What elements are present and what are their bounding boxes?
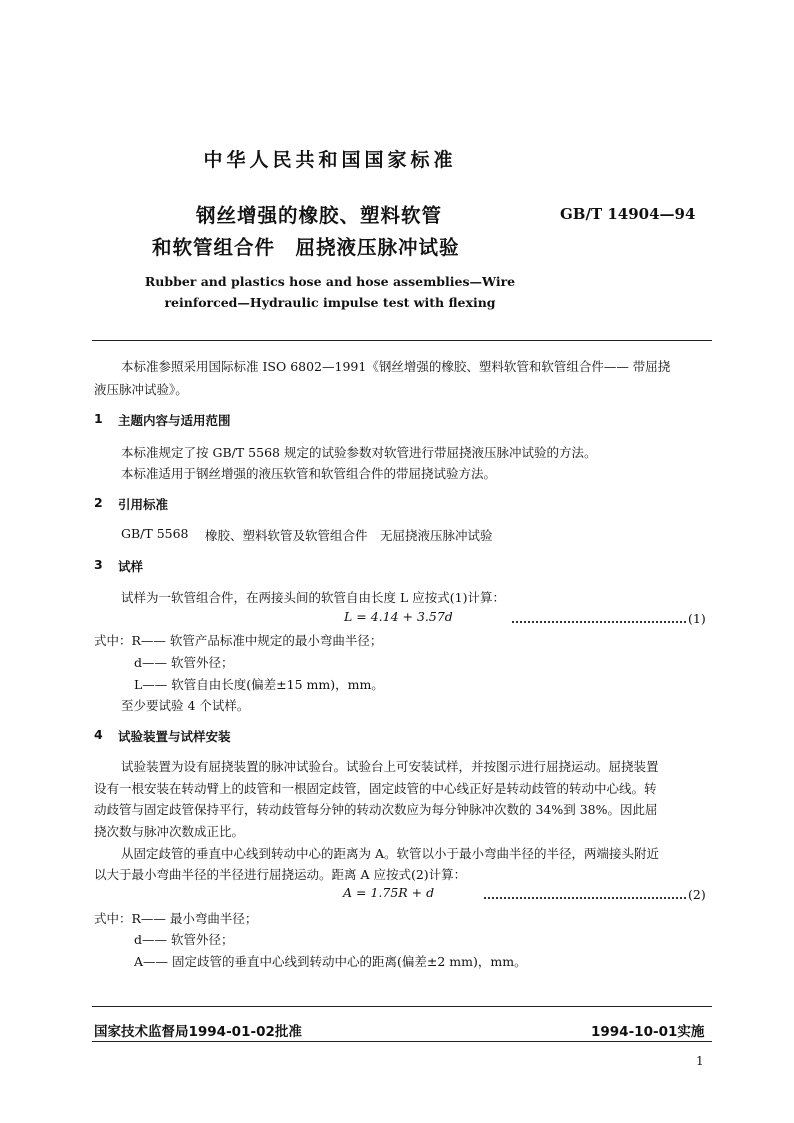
- formula-2-number: (2): [688, 887, 706, 902]
- section-4-number: 4: [94, 727, 103, 742]
- ref-standard-title: 橡胶、塑料软管及软管组合件 无屈挠液压脉冲试验: [205, 528, 493, 543]
- intro-line1: 本标准参照采用国际标准 ISO 6802—1991《钢丝增强的橡胶、塑料软管和软管组合件—— 带屈挠: [121, 359, 671, 374]
- section-4-title: 试验装置与试样安装: [118, 729, 231, 744]
- formula-2: A = 1.75R + d: [343, 885, 435, 900]
- section-1-para2: 本标准适用于钢丝增强的液压软管和软管组合件的带屈挠试验方法。: [121, 466, 497, 481]
- section-4-para1-line2: 设有一根安装在转动臂上的歧管和一根固定歧管，固定歧管的中心线正好是转动歧管的转动中心线。转: [94, 781, 657, 796]
- section-2-number: 2: [94, 495, 103, 510]
- section-3-number: 3: [94, 557, 103, 572]
- section-3-title: 试样: [118, 559, 144, 574]
- title-cn-line2: 和软管组合件 屈挠液压脉冲试验: [152, 236, 460, 259]
- section-1-para1: 本标准规定了按 GB/T 5568 规定的试验参数对软管进行带屈挠液压脉冲试验的方法。: [121, 445, 597, 460]
- footer-bottom-rule: [92, 1041, 712, 1042]
- title-en-line2: reinforced—Hydraulic impulse test with flexing: [164, 295, 496, 310]
- page-number: 1: [696, 1054, 704, 1068]
- where-L: L—— 软管自由长度(偏差±15 mm)，mm。: [134, 677, 384, 692]
- intro-line2: 液压脉冲试验》。: [94, 382, 188, 397]
- section-2-title: 引用标准: [118, 497, 169, 512]
- formula-1: L = 4.14 + 3.57d: [344, 609, 453, 624]
- effective-date-line: 1994-10-01实施: [591, 1024, 705, 1040]
- header-divider: [92, 340, 712, 341]
- where-R-2: 式中：R—— 最小弯曲半径；: [94, 911, 258, 926]
- footer-divider: [92, 1006, 712, 1007]
- section-4-para1-line1: 试验装置为设有屈挠装置的脉冲试验台。试验台上可安装试样，并按图示进行屈挠运动。屈挠装置: [121, 759, 659, 774]
- section-1-number: 1: [94, 411, 103, 426]
- formula-2-leader: [484, 897, 686, 899]
- approval-line: 国家技术监督局1994-01-02批准: [94, 1024, 302, 1040]
- section-4-para2-line1: 从固定歧管的垂直中心线到转动中心的距离为 A。软管以小于最小弯曲半径的半径，两端接头附近: [121, 846, 660, 861]
- section-4-para1-line4: 挠次数与脉冲次数成正比。: [94, 824, 245, 839]
- section-1-title: 主题内容与适用范围: [118, 413, 231, 428]
- section-3-para2: 至少要试验 4 个试样。: [121, 698, 250, 713]
- where-d: d—— 软管外径；: [134, 655, 234, 670]
- where-d-2: d—— 软管外径；: [134, 932, 234, 947]
- section-4-para2-line2: 以大于最小弯曲半径的半径进行屈挠运动。距离 A 应按式(2)计算：: [94, 867, 467, 882]
- where-R: 式中：R—— 软管产品标准中规定的最小弯曲半径；: [94, 633, 383, 648]
- section-4-para1-line3: 动歧管与固定歧管保持平行，转动歧管每分钟的转动次数应为每分钟脉冲次数的 34%到 38%。因此屈: [94, 802, 658, 817]
- formula-1-number: (1): [688, 611, 706, 626]
- where-A: A—— 固定歧管的垂直中心线到转动中心的距离(偏差±2 mm)，mm。: [134, 954, 527, 969]
- ref-standard-code: GB/T 5568: [121, 526, 189, 541]
- formula-1-leader: [512, 621, 686, 623]
- title-cn-line1: 钢丝增强的橡胶、塑料软管: [196, 204, 443, 227]
- title-en-line1: Rubber and plastics hose and hose assemblies—Wire: [144, 274, 516, 289]
- national-standard-heading: 中华人民共和国国家标准: [203, 149, 457, 171]
- section-3-para1: 试样为一软管组合件，在两接头间的软管自由长度 L 应按式(1)计算：: [121, 590, 505, 605]
- standard-number: GB/T 14904—94: [560, 205, 696, 223]
